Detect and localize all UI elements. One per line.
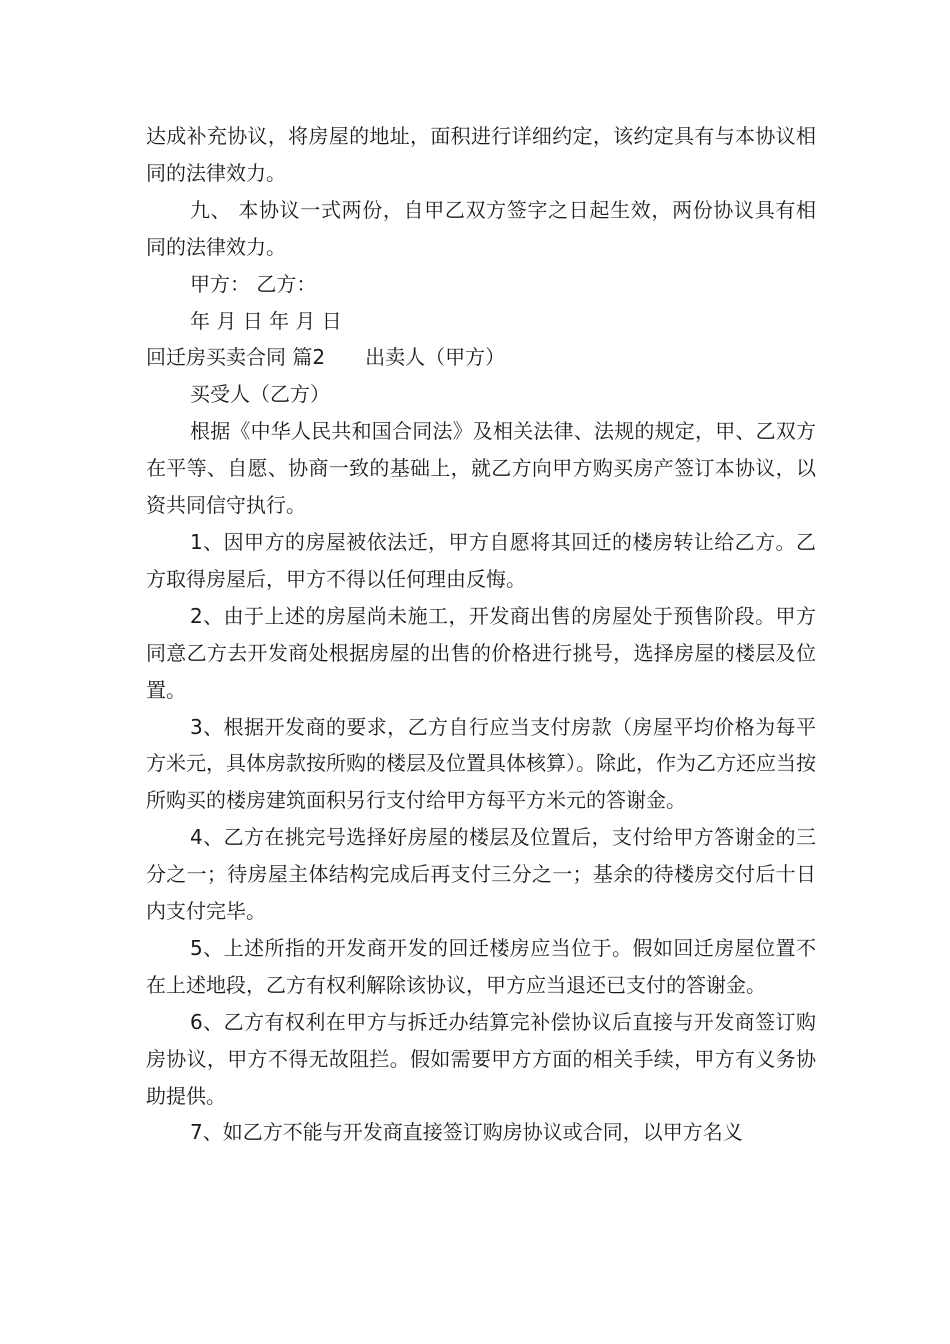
signature-parties-line: 甲方： 乙方： [190, 271, 317, 296]
paragraph-clause-1: 1、因甲方的房屋被依法迁，甲方自愿将其回迁的楼房转让给乙方。乙方取得房屋后，甲方不得以任何理由反悔。 [146, 529, 816, 591]
paragraph-clause-6: 6、乙方有权利在甲方与拆迁办结算完补偿协议后直接与开发商签订购房协议，甲方不得无故阻拦。假如需要甲方方面的相关手续，甲方有义务协助提供。 [146, 1009, 816, 1108]
contract-heading-seller: 回迁房买卖合同 篇2 出卖人（甲方） [146, 345, 506, 370]
paragraph-preamble: 根据《中华人民共和国合同法》及相关法律、法规的规定，甲、乙双方在平等、自愿、协商一致的基础上，就乙方向甲方购买房产签订本协议，以资共同信守执行。 [146, 419, 816, 518]
paragraph-clause-nine: 九、 本协议一式两份，自甲乙双方签字之日起生效，两份协议具有相同的法律效力。 [146, 197, 816, 259]
paragraph-clause-5: 5、上述所指的开发商开发的回迁楼房应当位于。假如回迁房屋位置不在上述地段，乙方有权利解除该协议，甲方应当退还已支付的答谢金。 [146, 935, 816, 997]
paragraph-clause-4: 4、乙方在挑完号选择好房屋的楼层及位置后，支付给甲方答谢金的三分之一；待房屋主体结构完成后再支付三分之一；基余的待楼房交付后十日内支付完毕。 [146, 825, 816, 924]
signature-date-line: 年 月 日 年 月 日 [190, 308, 342, 333]
buyer-line: 买受人（乙方） [190, 382, 330, 407]
paragraph-continuation: 达成补充协议，将房屋的地址，面积进行详细约定，该约定具有与本协议相同的法律效力。 [146, 124, 816, 185]
paragraph-clause-3: 3、根据开发商的要求，乙方自行应当支付房款（房屋平均价格为每平方米元，具体房款按所购的楼层及位置具体核算）。除此，作为乙方还应当按所购买的楼房建筑面积另行支付给甲方每平方米元的答谢金。 [146, 714, 816, 813]
paragraph-clause-2: 2、由于上述的房屋尚未施工，开发商出售的房屋处于预售阶段。甲方同意乙方去开发商处根据房屋的出售的价格进行挑号，选择房屋的楼层及位置。 [146, 603, 816, 702]
paragraph-clause-7: 7、如乙方不能与开发商直接签订购房协议或合同，以甲方名义 [190, 1120, 743, 1145]
document-body [146, 118, 816, 1151]
